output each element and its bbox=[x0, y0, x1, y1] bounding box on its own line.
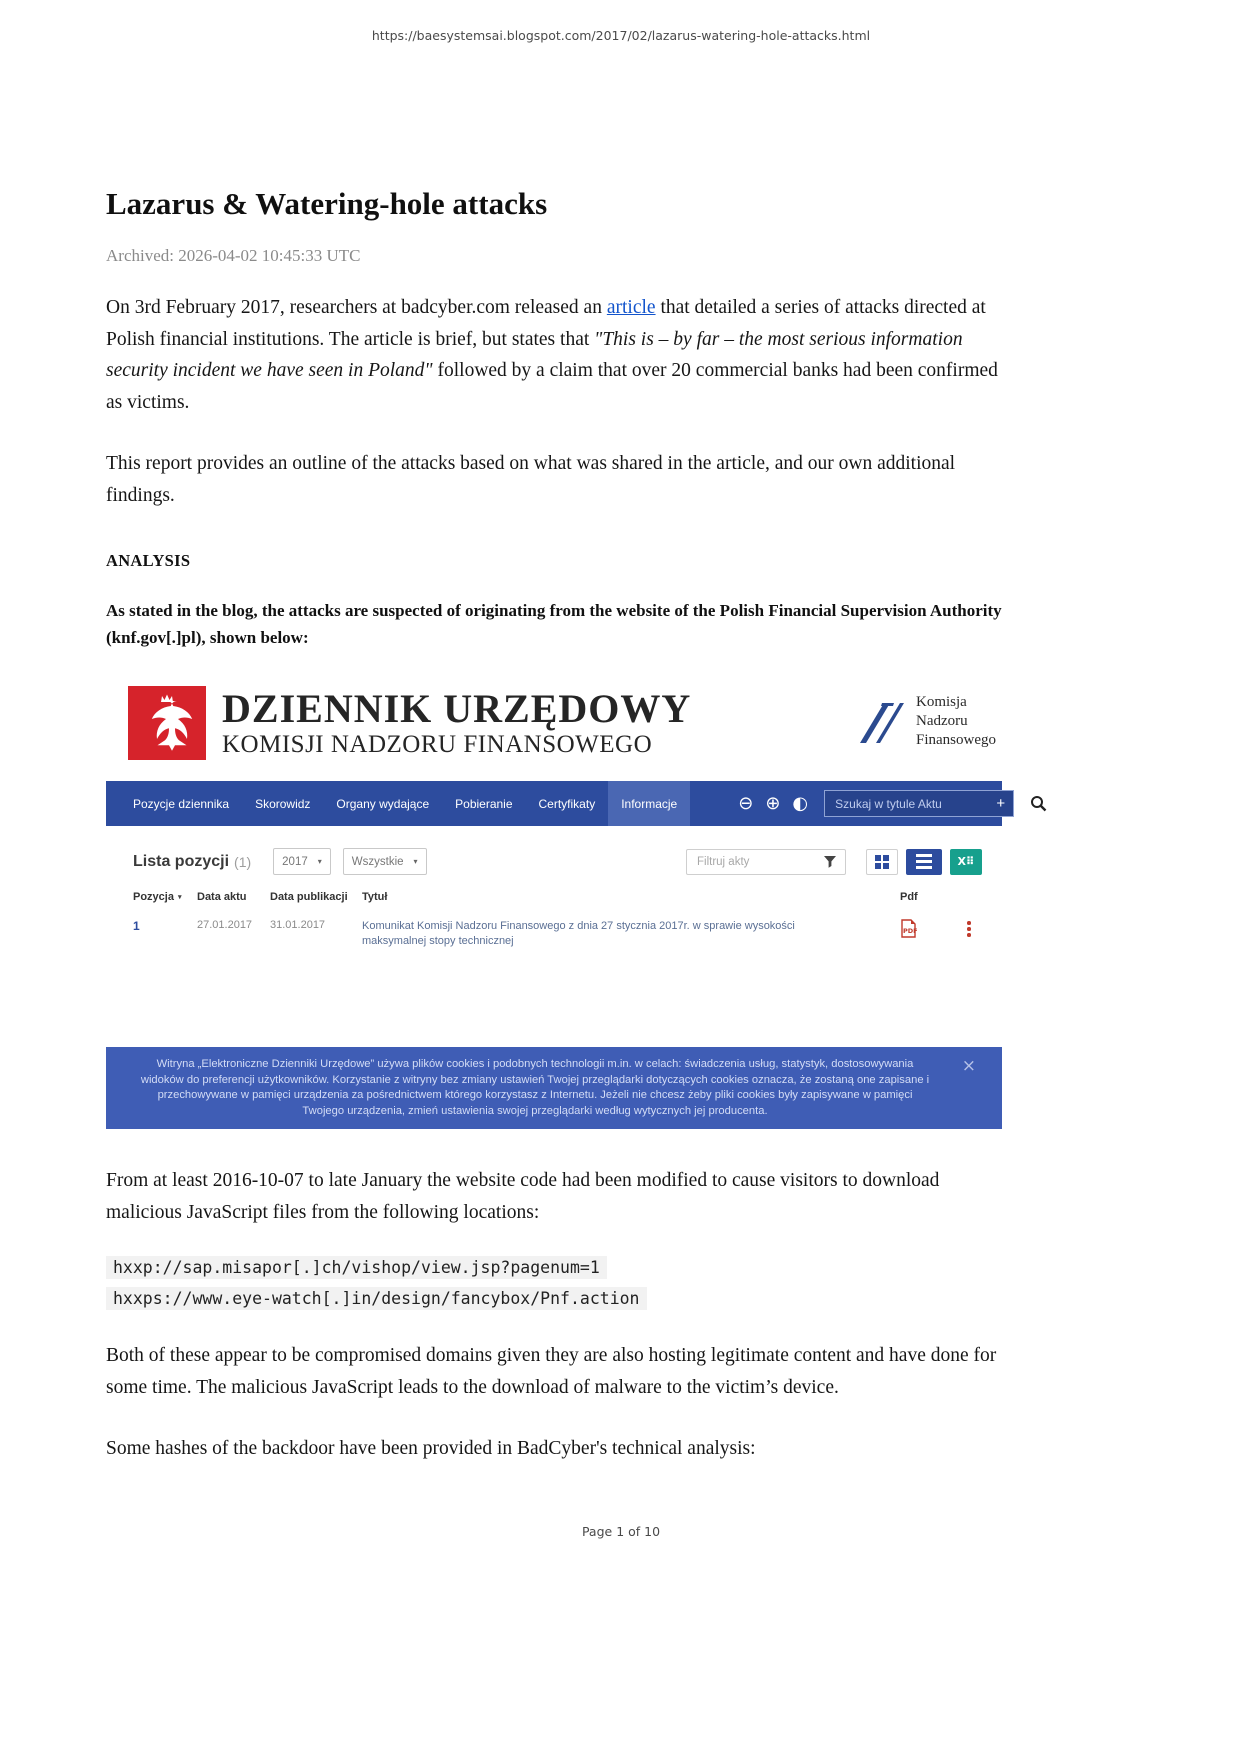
close-icon[interactable]: × bbox=[961, 1056, 976, 1076]
year-select[interactable] bbox=[273, 848, 331, 875]
header-data-aktu[interactable]: Data aktu bbox=[197, 891, 247, 903]
filter-field bbox=[686, 849, 846, 875]
knf-logo bbox=[854, 693, 996, 750]
type-select[interactable] bbox=[343, 848, 427, 875]
code-block bbox=[106, 1252, 1002, 1314]
grid-view-button[interactable] bbox=[866, 849, 898, 875]
paragraph-hashes: Some hashes of the backdoor have been provided in BadCyber's technical analysis: bbox=[106, 1438, 756, 1459]
paragraph-locations: From at least 2016-10-07 to late January the website code had been modified to cause visitors to download malicious JavaScript files from the following locations: bbox=[106, 1170, 940, 1223]
list-count-badge: (1) bbox=[234, 853, 252, 870]
list-view-button[interactable] bbox=[906, 849, 942, 875]
title-search-field bbox=[824, 790, 1014, 817]
code-line-2: hxxps://www.eye-watch[.]in/design/fancybox/Pnf.action bbox=[106, 1287, 647, 1310]
knf-screenshot bbox=[106, 681, 1006, 1129]
code-line-1: hxxp://sap.misapor[.]ch/vishop/view.jsp?pagenum=1 bbox=[106, 1256, 607, 1279]
archived-timestamp: Archived: 2026-04-02 10:45:33 UTC bbox=[106, 246, 361, 265]
knf-toolbar bbox=[106, 826, 1002, 887]
poland-eagle-emblem bbox=[128, 686, 206, 760]
contrast-icon[interactable]: ◐ bbox=[792, 792, 809, 814]
paragraph-domains: Both of these appear to be compromised domains given they are also hosting legitimate content and have done for some time. The malicious JavaScript leads to the download of malware to the victim’s device. bbox=[106, 1345, 997, 1398]
pdf-icon bbox=[900, 919, 917, 938]
chevron-down-icon: ▾ bbox=[317, 857, 322, 866]
page-footer: Page 1 of 10 bbox=[581, 1524, 661, 1539]
sort-caret-icon: ▾ bbox=[177, 894, 182, 901]
knf-masthead-titles bbox=[222, 687, 691, 759]
knf-logo-line: Finansowego bbox=[916, 732, 996, 748]
cookie-banner bbox=[106, 1047, 1002, 1129]
toolbar-right-group bbox=[686, 849, 982, 875]
year-select-value: 2017 bbox=[282, 855, 308, 868]
knf-logo-line: Nadzoru bbox=[916, 713, 968, 729]
header-tytul[interactable]: Tytuł bbox=[362, 891, 388, 903]
type-select-value: Wszystkie bbox=[351, 855, 404, 868]
zoom-in-icon[interactable]: ⊕ bbox=[765, 792, 781, 814]
list-icon bbox=[916, 854, 932, 869]
header-pozycja[interactable] bbox=[133, 891, 197, 903]
excel-icon: X⠿ bbox=[957, 855, 975, 868]
knf-whitespace bbox=[106, 961, 1002, 1047]
filter-funnel-icon bbox=[823, 855, 837, 868]
table-header-row bbox=[133, 891, 982, 913]
page-title: Lazarus & Watering-hole attacks bbox=[106, 186, 548, 221]
header-pdf: Pdf bbox=[900, 891, 918, 903]
nav-item-pozycje-dziennika[interactable]: Pozycje dziennika bbox=[133, 796, 230, 811]
search-icon bbox=[1030, 795, 1047, 812]
search-plus-icon[interactable]: + bbox=[996, 795, 1006, 812]
knf-logo-text bbox=[916, 693, 996, 750]
knf-logo-icon bbox=[854, 697, 910, 747]
nav-item-skorowidz[interactable]: Skorowidz bbox=[255, 796, 311, 811]
knf-subtitle: KOMISJI NADZORU FINANSOWEGO bbox=[222, 731, 653, 758]
svg-text:PDF: PDF bbox=[903, 927, 917, 935]
table-row bbox=[133, 913, 982, 961]
paragraph-intro bbox=[106, 292, 1002, 418]
row-menu-dots-icon[interactable] bbox=[956, 919, 982, 937]
row-position-link[interactable]: 1 bbox=[133, 919, 140, 933]
knf-masthead bbox=[106, 681, 1002, 781]
paragraph-report: This report provides an outline of the attacks based on what was shared in the article, and our own additional findings. bbox=[106, 453, 956, 506]
search-input[interactable] bbox=[833, 796, 990, 812]
intro-text-1: On 3rd February 2017, researchers at badcyber.com released an bbox=[106, 297, 607, 318]
intro-text-2: that detailed a series of attacks directed at Polish financial institutions. The article is brief, but states that bbox=[106, 297, 986, 350]
analysis-heading: ANALYSIS bbox=[106, 551, 191, 570]
filter-input[interactable] bbox=[695, 855, 823, 869]
analysis-note: As stated in the blog, the attacks are suspected of originating from the website of the Polish Financial Supervision Authority (knf.gov[.]pl), shown below: bbox=[106, 601, 1002, 647]
zoom-out-icon[interactable]: ⊖ bbox=[738, 792, 754, 814]
nav-item-organy-wydajace[interactable]: Organy wydające bbox=[336, 796, 430, 811]
nav-item-pobieranie[interactable]: Pobieranie bbox=[455, 796, 513, 811]
pdf-download-icon[interactable] bbox=[900, 919, 956, 943]
excel-export-button[interactable] bbox=[950, 849, 982, 875]
row-title-link[interactable]: Komunikat Komisji Nadzoru Finansowego z dnia 27 stycznia 2017r. w sprawie wysokości maksymalnej stopy technicznej bbox=[362, 920, 795, 947]
cookie-text: Witryna „Elektroniczne Dzienniki Urzędowe” używa plików cookies i podobnych technologii m.in. w celach: świadczenia usług, statystyk, dostosowywania widoków do preferencji użytkowników. Korzystanie z witryny bez zmiany ustawień Twojej przeglądarki dotyczących cookies oznacza, że zostaną one zapisane i przechowywane w pamięci urządzenia za pośrednictwem którego korzystasz z Internetu. Jeżeli nie chcesz żeby pliki cookies były zapisywane w pamięci Twojego urządzenia, zmień ustawienia swojej przeglądarki według wytycznych jej producenta. bbox=[140, 1058, 930, 1117]
header-data-publikacji[interactable]: Data publikacji bbox=[270, 891, 348, 903]
print-header-url: https://baesystemsai.blogspot.com/2017/02/lazarus-watering-hole-attacks.html bbox=[371, 28, 871, 43]
quote-text: "This is – by far – the most serious information security incident we have seen in Poland" bbox=[106, 328, 963, 381]
eagle-icon bbox=[128, 686, 206, 760]
intro-text-3: followed by a claim that over 20 commercial banks had been confirmed as victims. bbox=[106, 360, 998, 413]
header-label: Pozycja bbox=[133, 891, 174, 903]
nav-item-certyfikaty[interactable]: Certyfikaty bbox=[538, 796, 596, 811]
article-link[interactable]: article bbox=[606, 297, 656, 318]
grid-icon bbox=[875, 855, 889, 869]
article-content bbox=[106, 0, 1006, 1465]
knf-navbar bbox=[106, 781, 1006, 826]
knf-logo-line: Komisja bbox=[916, 694, 967, 710]
chevron-down-icon: ▾ bbox=[413, 857, 418, 866]
row-data-aktu: 27.01.2017 bbox=[197, 919, 253, 931]
knf-results-table bbox=[133, 891, 982, 961]
row-data-publikacji: 31.01.2017 bbox=[270, 919, 326, 931]
list-title: Lista pozycji bbox=[133, 852, 230, 870]
knf-title: DZIENNIK URZĘDOWY bbox=[222, 686, 692, 731]
nav-item-informacje[interactable]: Informacje bbox=[608, 781, 690, 826]
search-button[interactable] bbox=[1024, 789, 1053, 818]
